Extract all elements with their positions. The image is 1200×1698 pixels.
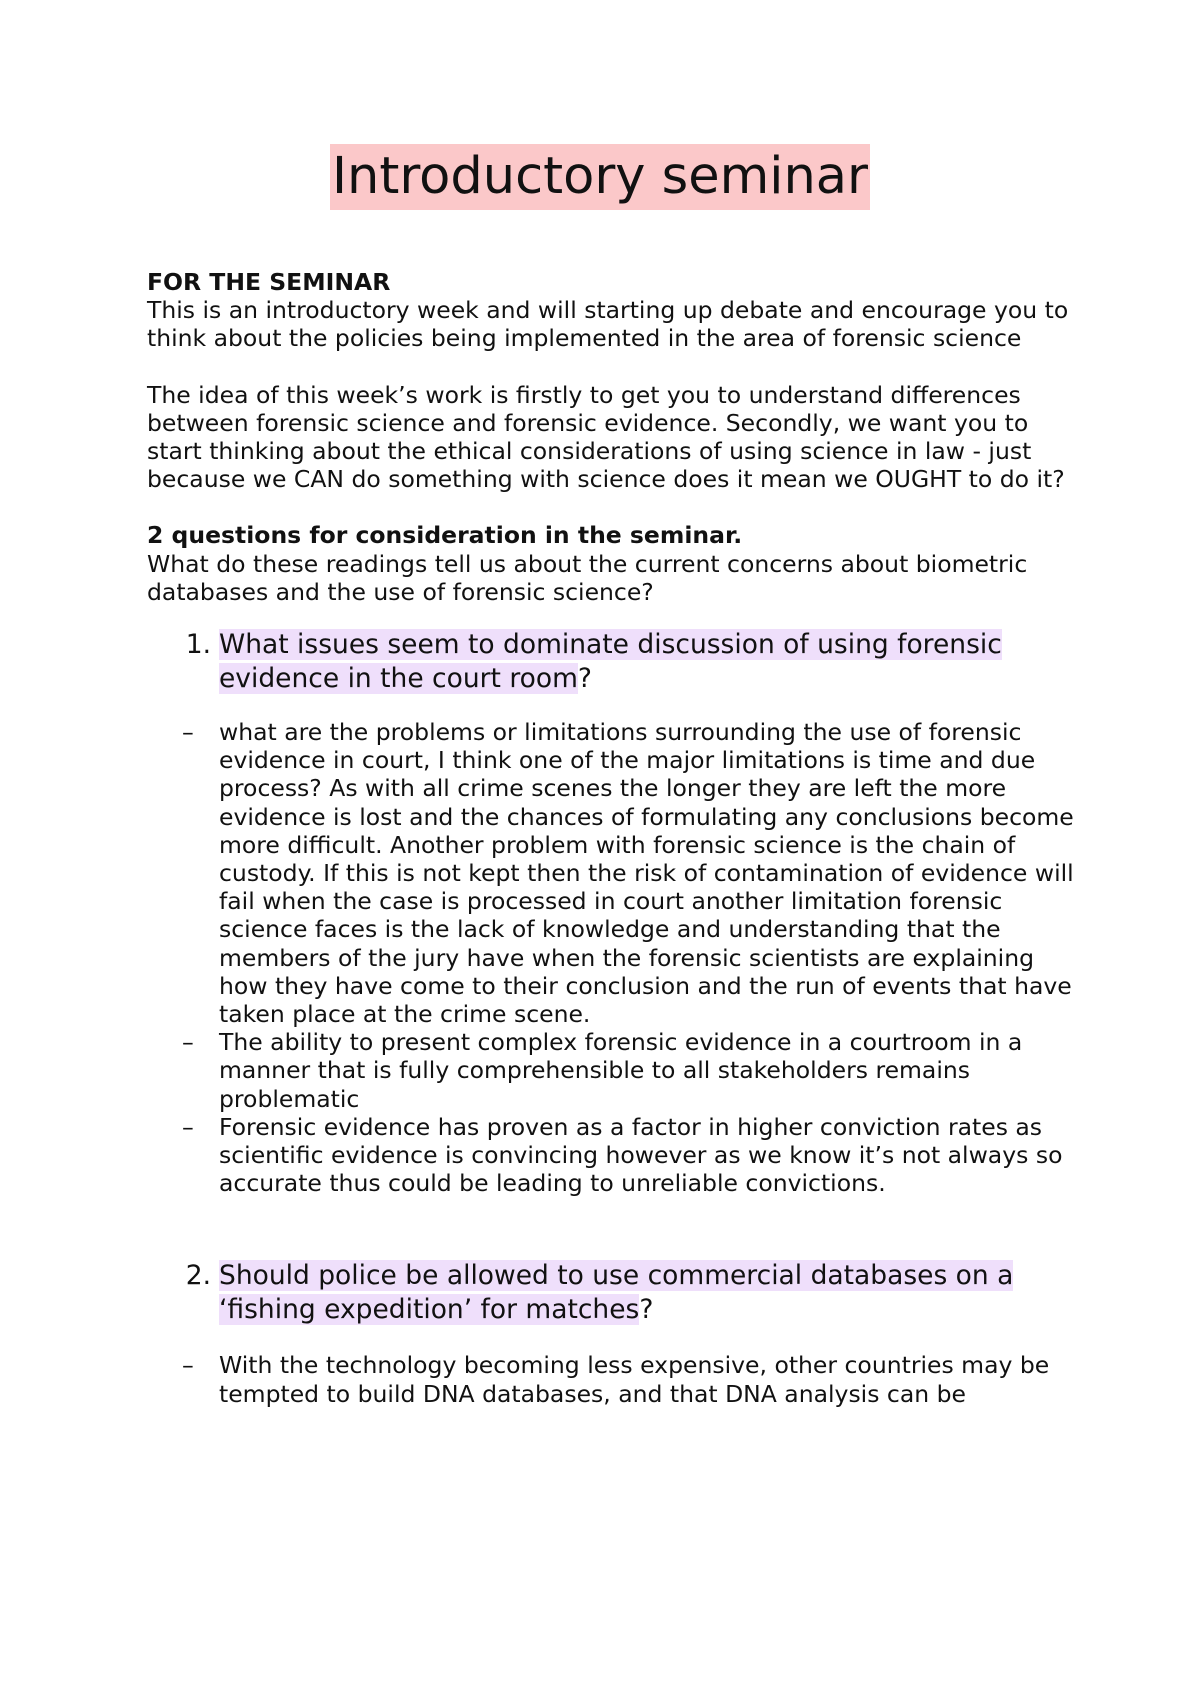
seminar-heading: FOR THE SEMINAR (147, 268, 391, 296)
question-text (219, 1259, 1077, 1327)
list-item (147, 1113, 1077, 1198)
list-item (147, 1351, 1077, 1407)
questions-heading: 2 questions for consideration in the seminar. (147, 521, 743, 550)
question-suffix: ? (577, 663, 592, 695)
question-number: 2. (185, 1260, 211, 1292)
page-title: Introductory seminar (330, 144, 870, 210)
intro-paragraph-2: The idea of this week’s work is firstly to get you to understand differences between forensic science and forensic evidence. Secondly, we want you to start thinking about the ethical considerations of using science in law - just because we CAN do something with science does it mean we OUGHT to do it? (147, 380, 1065, 494)
question-suffix: ? (639, 1294, 654, 1326)
question-1-answers (147, 718, 1077, 1197)
list-item (147, 1028, 1077, 1113)
document-body (147, 268, 1077, 1408)
dash-bullet-icon: – (182, 718, 194, 747)
answer-text: what are the problems or limitations surrounding the use of forensic evidence in court, I think one of the major limitations is time and due process? As with all crime scenes the longer they are left the more evidence is lost and the chances of formulating any conclusions become more difficult. Another problem with forensic science is the chain of custody. If this is not kept then the risk of contamination of evidence will fail when the case is processed in court another limitation forensic science faces is the lack of knowledge and understanding that the members of the jury have when the forensic scientists are explaining how they have come to their conclusion and the run of events that have taken place at the crime scene. (219, 718, 1074, 1029)
question-text (219, 628, 1077, 696)
dash-bullet-icon: – (182, 1028, 194, 1057)
question-number: 1. (185, 629, 211, 661)
question-highlight: Should police be allowed to use commercial databases on a ‘fishing expedition’ for matches (219, 1260, 1014, 1326)
questions-intro-text: What do these readings tell us about the current concerns about biometric databases and the use of forensic science? (147, 549, 1028, 606)
answer-text: With the technology becoming less expensive, other countries may be tempted to build DNA databases, and that DNA analysis can be (219, 1351, 1050, 1408)
title-container (0, 144, 1200, 210)
question-highlight: What issues seem to dominate discussion of using forensic evidence in the court room (219, 629, 1002, 695)
intro-paragraph-1: This is an introductory week and will starting up debate and encourage you to think about the policies being implemented in the area of forensic science (147, 296, 1069, 353)
answer-text: The ability to present complex forensic evidence in a courtroom in a manner that is fully comprehensible to all stakeholders remains problematic (219, 1028, 1023, 1113)
dash-bullet-icon: – (182, 1351, 194, 1380)
question-1 (147, 628, 1077, 696)
question-2-answers (147, 1351, 1077, 1407)
question-2 (147, 1259, 1077, 1327)
list-item (147, 718, 1077, 1028)
answer-text: Forensic evidence has proven as a factor in higher conviction rates as scientific evidence is convincing however as we know it’s not always so accurate thus could be leading to unreliable convictions. (219, 1112, 1063, 1198)
dash-bullet-icon: – (182, 1112, 194, 1141)
